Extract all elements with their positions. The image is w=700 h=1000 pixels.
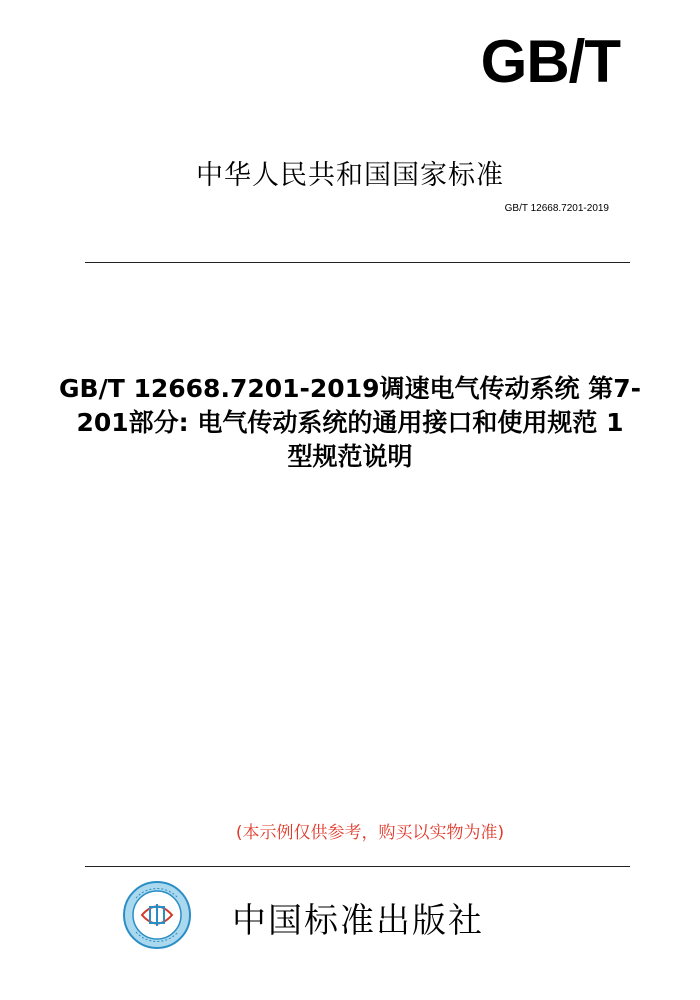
title-line-3: 型规范说明 — [287, 442, 413, 471]
title-line-2: 201部分: 电气传动系统的通用接口和使用规范 1 — [76, 408, 624, 437]
national-standard-title — [0, 153, 700, 192]
top-divider — [85, 262, 630, 263]
national-standard-text: 中华人民共和国国家标准 — [196, 160, 504, 191]
document-title — [20, 372, 680, 474]
publisher-seal-icon — [122, 880, 192, 950]
publisher-name: 中国标准出版社 — [232, 901, 484, 941]
title-line-1: GB/T 12668.7201-2019调速电气传动系统 第7- — [59, 374, 641, 403]
sample-note: (本示例仅供参考，购买以实物为准) — [235, 823, 505, 843]
bottom-divider — [85, 866, 630, 867]
standard-code: GB/T 12668.7201-2019 — [504, 203, 609, 214]
gbt-logo: GB/T — [480, 28, 620, 95]
